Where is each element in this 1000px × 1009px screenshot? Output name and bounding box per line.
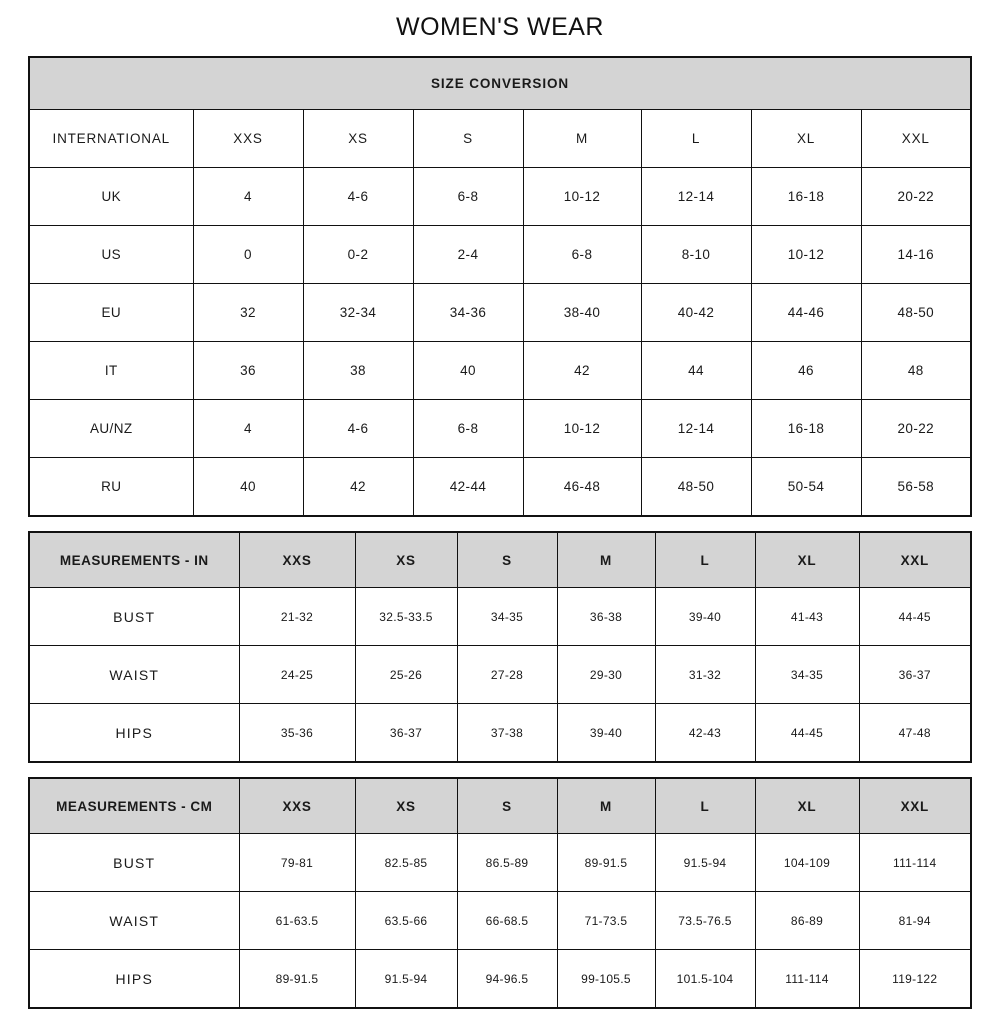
meas-in-header-m: M <box>557 532 655 588</box>
conv-cell: 4-6 <box>303 400 413 458</box>
conv-header-l: L <box>641 110 751 168</box>
conv-cell: 34-36 <box>413 284 523 342</box>
meas-in-cell: 39-40 <box>557 704 655 763</box>
meas-in-header-l: L <box>655 532 755 588</box>
meas-in-cell: 27-28 <box>457 646 557 704</box>
conv-header-xxl: XXL <box>861 110 971 168</box>
conv-cell: 48-50 <box>861 284 971 342</box>
table-row <box>29 284 971 342</box>
meas-cm-row-label-waist: WAIST <box>29 892 239 950</box>
table-header-row <box>29 778 971 834</box>
conv-cell: 48 <box>861 342 971 400</box>
table-banner-row <box>29 57 971 110</box>
meas-cm-header-xs: XS <box>355 778 457 834</box>
conv-cell: 10-12 <box>751 226 861 284</box>
conv-header-xs: XS <box>303 110 413 168</box>
meas-cm-cell: 86.5-89 <box>457 834 557 892</box>
meas-cm-cell: 79-81 <box>239 834 355 892</box>
meas-cm-cell: 89-91.5 <box>557 834 655 892</box>
conv-cell: 8-10 <box>641 226 751 284</box>
table-row <box>29 646 971 704</box>
meas-in-cell: 36-37 <box>859 646 971 704</box>
meas-in-cell: 34-35 <box>755 646 859 704</box>
conv-cell: 42 <box>303 458 413 517</box>
meas-cm-cell: 94-96.5 <box>457 950 557 1009</box>
meas-in-cell: 42-43 <box>655 704 755 763</box>
table-row <box>29 342 971 400</box>
meas-cm-cell: 104-109 <box>755 834 859 892</box>
meas-cm-cell: 111-114 <box>755 950 859 1009</box>
conv-header-s: S <box>413 110 523 168</box>
table-header-row <box>29 532 971 588</box>
meas-cm-header-l: L <box>655 778 755 834</box>
conv-cell: 40 <box>193 458 303 517</box>
conv-header-international: INTERNATIONAL <box>29 110 193 168</box>
conv-cell: 46-48 <box>523 458 641 517</box>
conv-cell: 44-46 <box>751 284 861 342</box>
conv-row-label-eu: EU <box>29 284 193 342</box>
meas-in-header-xxs: XXS <box>239 532 355 588</box>
meas-in-header-xl: XL <box>755 532 859 588</box>
meas-cm-header-label: MEASUREMENTS - CM <box>29 778 239 834</box>
meas-cm-cell: 86-89 <box>755 892 859 950</box>
meas-cm-cell: 91.5-94 <box>655 834 755 892</box>
conv-cell: 46 <box>751 342 861 400</box>
conv-row-label-it: IT <box>29 342 193 400</box>
conv-cell: 2-4 <box>413 226 523 284</box>
meas-in-row-label-bust: BUST <box>29 588 239 646</box>
conv-cell: 44 <box>641 342 751 400</box>
meas-in-cell: 24-25 <box>239 646 355 704</box>
meas-in-cell: 44-45 <box>755 704 859 763</box>
meas-in-cell: 29-30 <box>557 646 655 704</box>
table-row <box>29 458 971 517</box>
meas-in-cell: 35-36 <box>239 704 355 763</box>
conv-cell: 16-18 <box>751 168 861 226</box>
meas-cm-cell: 81-94 <box>859 892 971 950</box>
conv-cell: 42-44 <box>413 458 523 517</box>
conv-cell: 48-50 <box>641 458 751 517</box>
meas-in-row-label-waist: WAIST <box>29 646 239 704</box>
meas-in-cell: 31-32 <box>655 646 755 704</box>
conv-row-label-ru: RU <box>29 458 193 517</box>
table-row <box>29 168 971 226</box>
conv-row-label-us: US <box>29 226 193 284</box>
meas-in-cell: 36-37 <box>355 704 457 763</box>
page-title: WOMEN'S WEAR <box>396 13 604 41</box>
conv-cell: 32-34 <box>303 284 413 342</box>
conv-cell: 6-8 <box>413 400 523 458</box>
meas-in-cell: 25-26 <box>355 646 457 704</box>
meas-in-cell: 37-38 <box>457 704 557 763</box>
size-conversion-banner: SIZE CONVERSION <box>29 57 971 110</box>
size-conversion-table <box>28 56 972 517</box>
meas-cm-cell: 89-91.5 <box>239 950 355 1009</box>
conv-row-label-aunz: AU/NZ <box>29 400 193 458</box>
measurements-cm-table <box>28 777 972 1009</box>
conv-header-xl: XL <box>751 110 861 168</box>
conv-cell: 4 <box>193 400 303 458</box>
meas-cm-cell: 119-122 <box>859 950 971 1009</box>
conv-cell: 20-22 <box>861 168 971 226</box>
meas-in-cell: 21-32 <box>239 588 355 646</box>
table-row <box>29 704 971 763</box>
meas-in-header-xxl: XXL <box>859 532 971 588</box>
meas-cm-cell: 63.5-66 <box>355 892 457 950</box>
meas-cm-header-xxs: XXS <box>239 778 355 834</box>
meas-cm-row-label-hips: HIPS <box>29 950 239 1009</box>
meas-cm-header-xxl: XXL <box>859 778 971 834</box>
meas-cm-header-m: M <box>557 778 655 834</box>
meas-in-cell: 32.5-33.5 <box>355 588 457 646</box>
conv-cell: 38-40 <box>523 284 641 342</box>
table-row <box>29 226 971 284</box>
meas-cm-cell: 111-114 <box>859 834 971 892</box>
meas-in-cell: 39-40 <box>655 588 755 646</box>
conv-cell: 10-12 <box>523 168 641 226</box>
meas-in-header-xs: XS <box>355 532 457 588</box>
conv-header-xxs: XXS <box>193 110 303 168</box>
meas-cm-row-label-bust: BUST <box>29 834 239 892</box>
conv-cell: 0 <box>193 226 303 284</box>
conv-cell: 10-12 <box>523 400 641 458</box>
conv-cell: 4 <box>193 168 303 226</box>
meas-cm-cell: 71-73.5 <box>557 892 655 950</box>
meas-cm-cell: 101.5-104 <box>655 950 755 1009</box>
meas-cm-header-xl: XL <box>755 778 859 834</box>
conv-cell: 12-14 <box>641 168 751 226</box>
conv-cell: 40-42 <box>641 284 751 342</box>
conv-cell: 6-8 <box>413 168 523 226</box>
conv-cell: 50-54 <box>751 458 861 517</box>
conv-cell: 4-6 <box>303 168 413 226</box>
meas-cm-cell: 91.5-94 <box>355 950 457 1009</box>
meas-cm-cell: 61-63.5 <box>239 892 355 950</box>
meas-in-cell: 34-35 <box>457 588 557 646</box>
conv-cell: 32 <box>193 284 303 342</box>
table-row <box>29 588 971 646</box>
meas-in-cell: 47-48 <box>859 704 971 763</box>
table-row <box>29 400 971 458</box>
conv-cell: 0-2 <box>303 226 413 284</box>
conv-cell: 42 <box>523 342 641 400</box>
conv-cell: 6-8 <box>523 226 641 284</box>
meas-cm-cell: 66-68.5 <box>457 892 557 950</box>
conv-cell: 12-14 <box>641 400 751 458</box>
meas-in-cell: 41-43 <box>755 588 859 646</box>
conv-cell: 56-58 <box>861 458 971 517</box>
conv-cell: 36 <box>193 342 303 400</box>
meas-cm-cell: 99-105.5 <box>557 950 655 1009</box>
conv-header-m: M <box>523 110 641 168</box>
conv-cell: 40 <box>413 342 523 400</box>
table-header-row <box>29 110 971 168</box>
table-row <box>29 834 971 892</box>
conv-cell: 14-16 <box>861 226 971 284</box>
meas-in-header-label: MEASUREMENTS - IN <box>29 532 239 588</box>
conv-row-label-uk: UK <box>29 168 193 226</box>
measurements-in-table <box>28 531 972 763</box>
table-row <box>29 950 971 1009</box>
meas-in-cell: 44-45 <box>859 588 971 646</box>
conv-cell: 38 <box>303 342 413 400</box>
table-row <box>29 892 971 950</box>
meas-in-cell: 36-38 <box>557 588 655 646</box>
meas-cm-cell: 73.5-76.5 <box>655 892 755 950</box>
conv-cell: 16-18 <box>751 400 861 458</box>
meas-in-header-s: S <box>457 532 557 588</box>
meas-in-row-label-hips: HIPS <box>29 704 239 763</box>
conv-cell: 20-22 <box>861 400 971 458</box>
meas-cm-header-s: S <box>457 778 557 834</box>
meas-cm-cell: 82.5-85 <box>355 834 457 892</box>
